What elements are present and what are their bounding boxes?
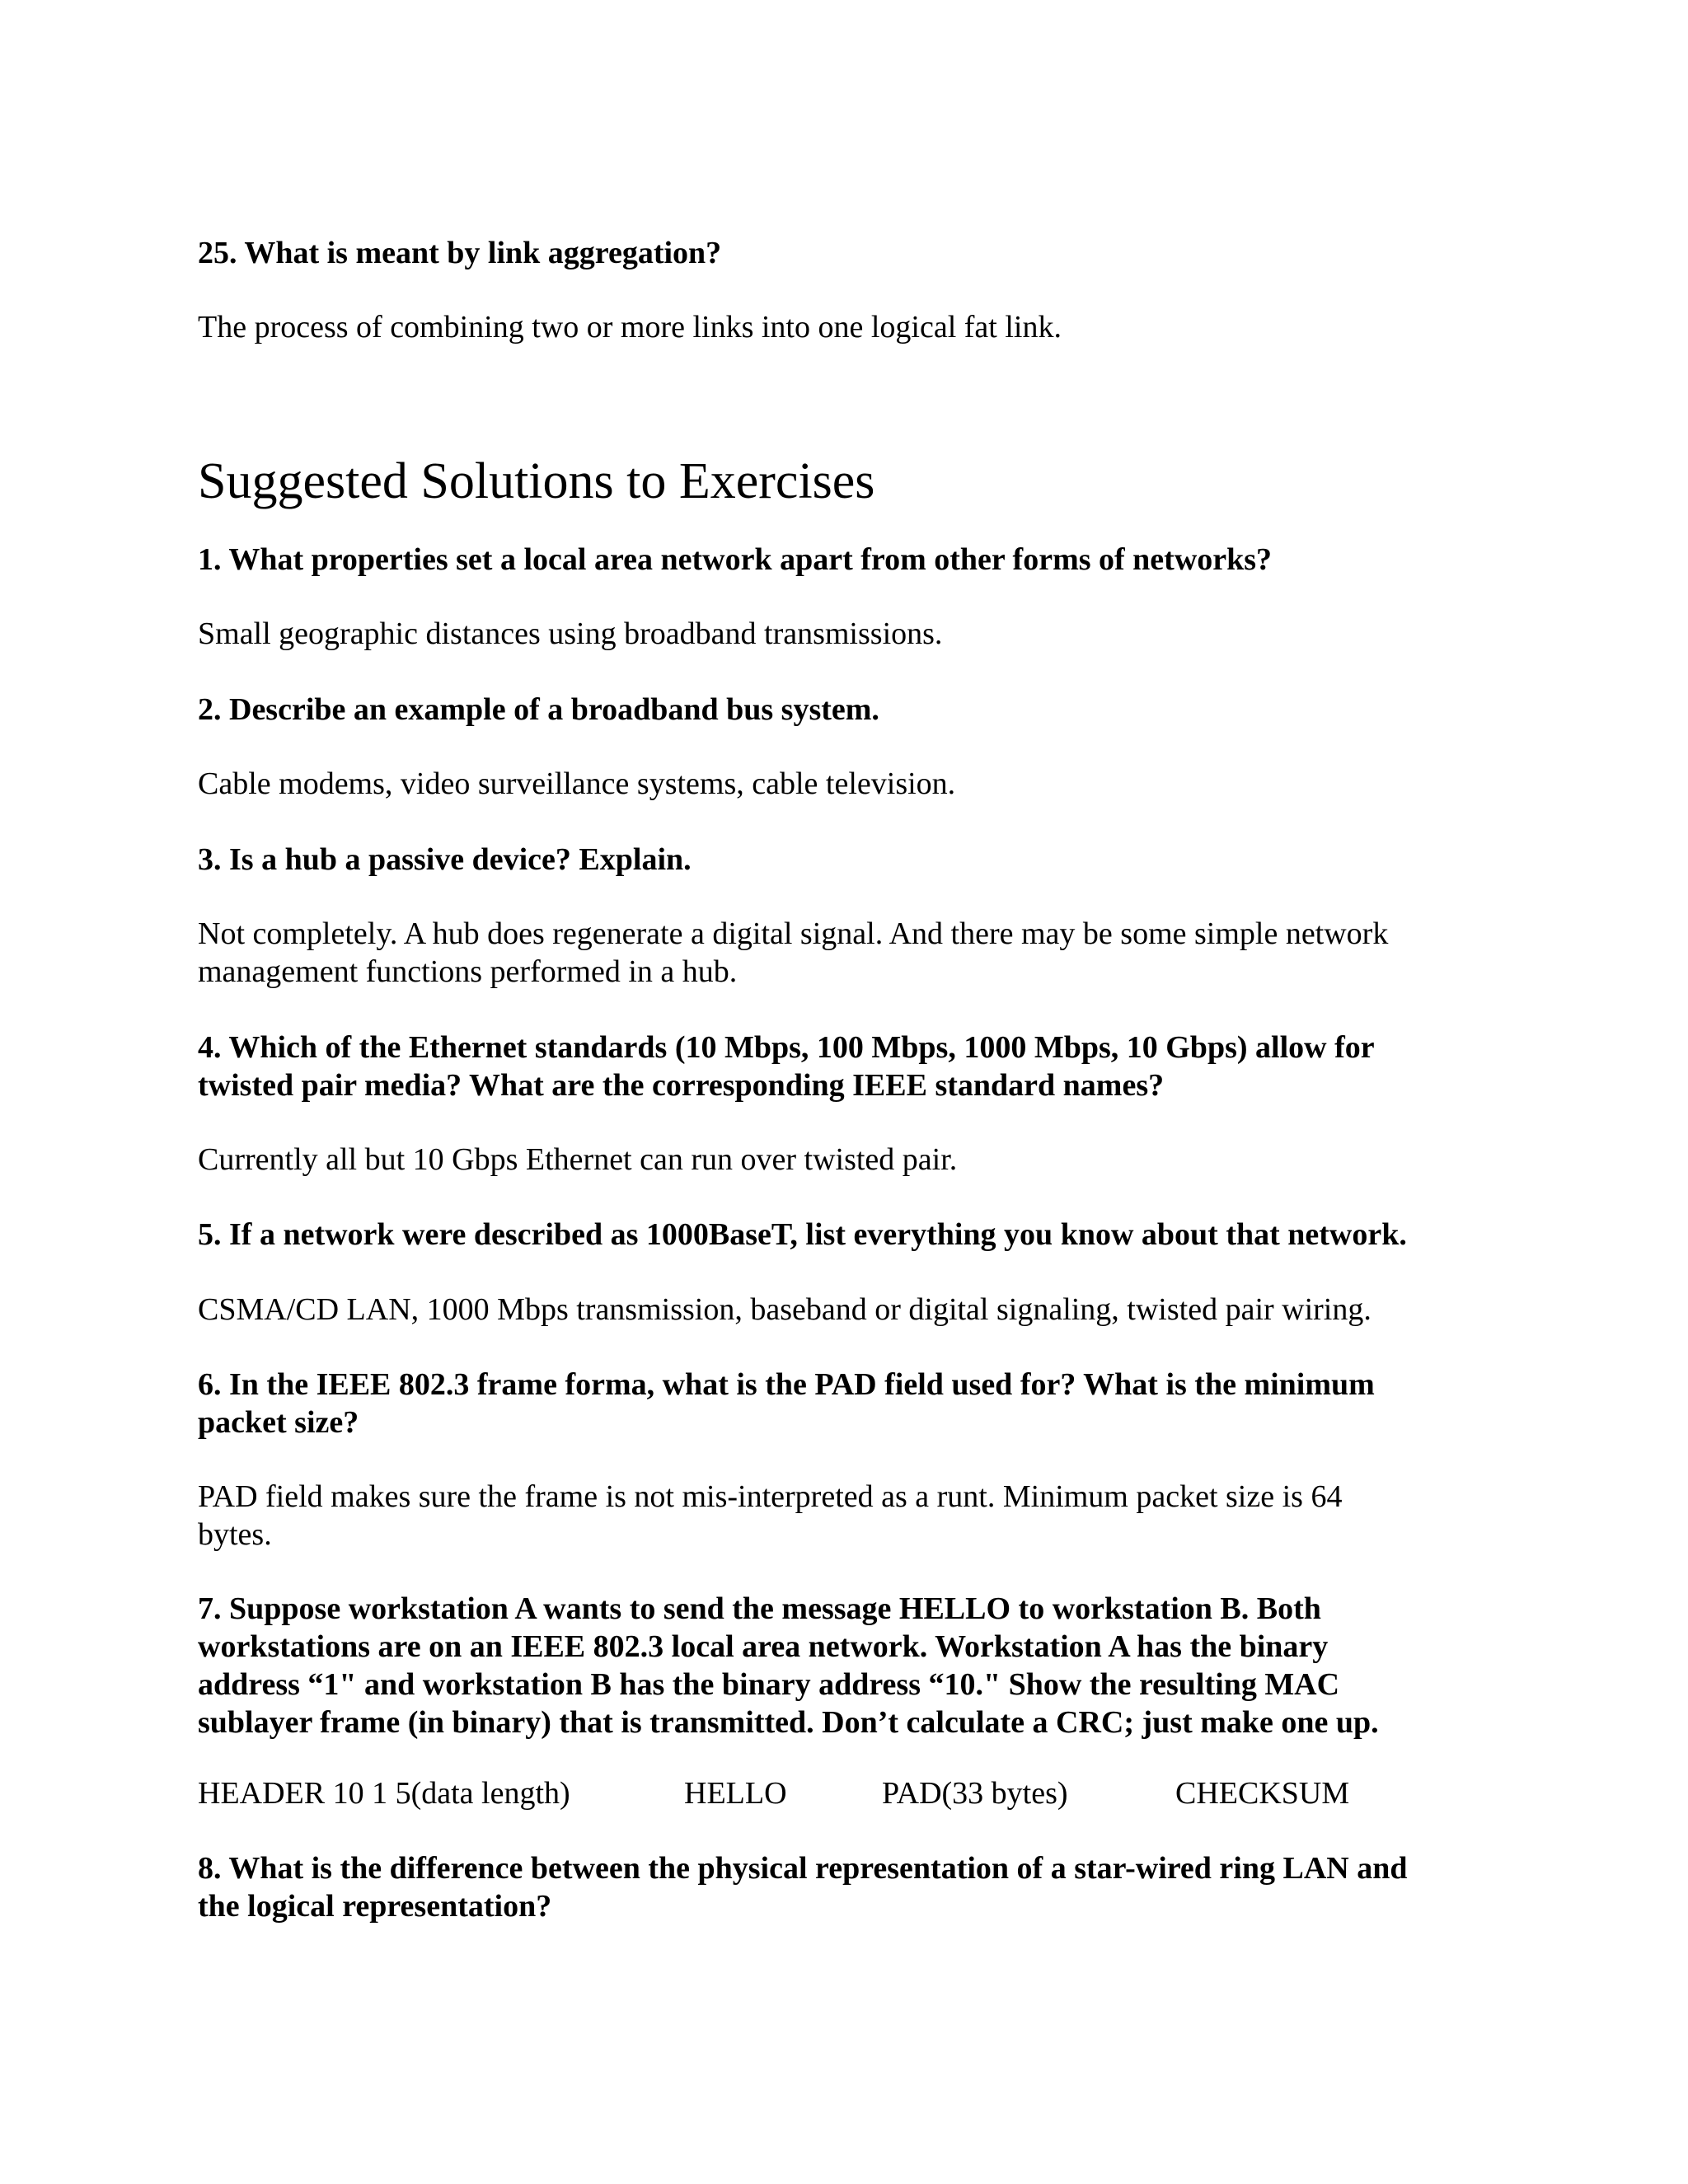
answer-3-line-1: Not completely. A hub does regenerate a digital signal. And there may be some simple network	[198, 916, 1389, 951]
frame-pad: PAD(33 bytes)	[882, 1776, 1068, 1811]
frame-checksum: CHECKSUM	[1175, 1776, 1350, 1811]
question-3	[198, 841, 1517, 879]
question-8	[198, 1849, 1517, 1925]
answer-25-text: The process of combining two or more links into one logical fat link.	[198, 310, 1062, 344]
answer-2	[198, 765, 1517, 803]
question-25-text: 25. What is meant by link aggregation?	[198, 236, 722, 270]
question-1-text: 1. What properties set a local area network apart from other forms of networks?	[198, 542, 1273, 577]
question-6	[198, 1366, 1517, 1441]
answer-6-line-2: bytes.	[198, 1517, 272, 1552]
question-1	[198, 541, 1517, 579]
question-7-line-2: workstations are on an IEEE 802.3 local area network. Workstation A has the binary	[198, 1629, 1329, 1664]
answer-3	[198, 915, 1517, 991]
question-4-line-2: twisted pair media? What are the corresponding IEEE standard names?	[198, 1068, 1165, 1103]
question-5-text: 5. If a network were described as 1000BaseT, list everything you know about that network.	[198, 1217, 1407, 1252]
question-7-line-4: sublayer frame (in binary) that is transmitted. Don’t calculate a CRC; just make one up.	[198, 1705, 1379, 1740]
answer-3-line-2: management functions performed in a hub.	[198, 954, 738, 989]
answer-6-line-1: PAD field makes sure the frame is not mis-interpreted as a runt. Minimum packet size is 64	[198, 1479, 1343, 1514]
question-3-text: 3. Is a hub a passive device? Explain.	[198, 842, 692, 877]
question-2	[198, 691, 1517, 729]
question-25	[198, 234, 1517, 272]
frame-data: HELLO	[684, 1776, 787, 1811]
answer-6	[198, 1478, 1517, 1554]
question-4	[198, 1029, 1517, 1104]
question-4-line-1: 4. Which of the Ethernet standards (10 Mbps, 100 Mbps, 1000 Mbps, 10 Gbps) allow for	[198, 1030, 1375, 1065]
section-heading: Suggested Solutions to Exercises	[198, 453, 875, 509]
question-5	[198, 1216, 1517, 1254]
question-6-line-2: packet size?	[198, 1405, 359, 1440]
question-2-text: 2. Describe an example of a broadband bus system.	[198, 692, 879, 727]
question-7-line-3: address “1" and workstation B has the binary address “10." Show the resulting MAC	[198, 1667, 1340, 1702]
question-7-line-1: 7. Suppose workstation A wants to send the message HELLO to workstation B. Both	[198, 1591, 1321, 1626]
question-7	[198, 1590, 1517, 1741]
question-8-line-1: 8. What is the difference between the physical representation of a star-wired ring LAN and	[198, 1851, 1408, 1886]
answer-2-text: Cable modems, video surveillance systems, cable television.	[198, 766, 956, 801]
answer-25	[198, 308, 1517, 346]
answer-4-text: Currently all but 10 Gbps Ethernet can run over twisted pair.	[198, 1142, 958, 1177]
answer-1	[198, 615, 1517, 653]
question-8-line-2: the logical representation?	[198, 1889, 552, 1924]
answer-1-text: Small geographic distances using broadband transmissions.	[198, 616, 943, 651]
question-6-line-1: 6. In the IEEE 802.3 frame forma, what is the PAD field used for? What is the minimum	[198, 1367, 1375, 1402]
answer-4	[198, 1141, 1517, 1179]
answer-5-text: CSMA/CD LAN, 1000 Mbps transmission, baseband or digital signaling, twisted pair wiring.	[198, 1292, 1372, 1327]
frame-header: HEADER 10 1 5(data length)	[198, 1776, 570, 1811]
answer-5	[198, 1291, 1517, 1329]
